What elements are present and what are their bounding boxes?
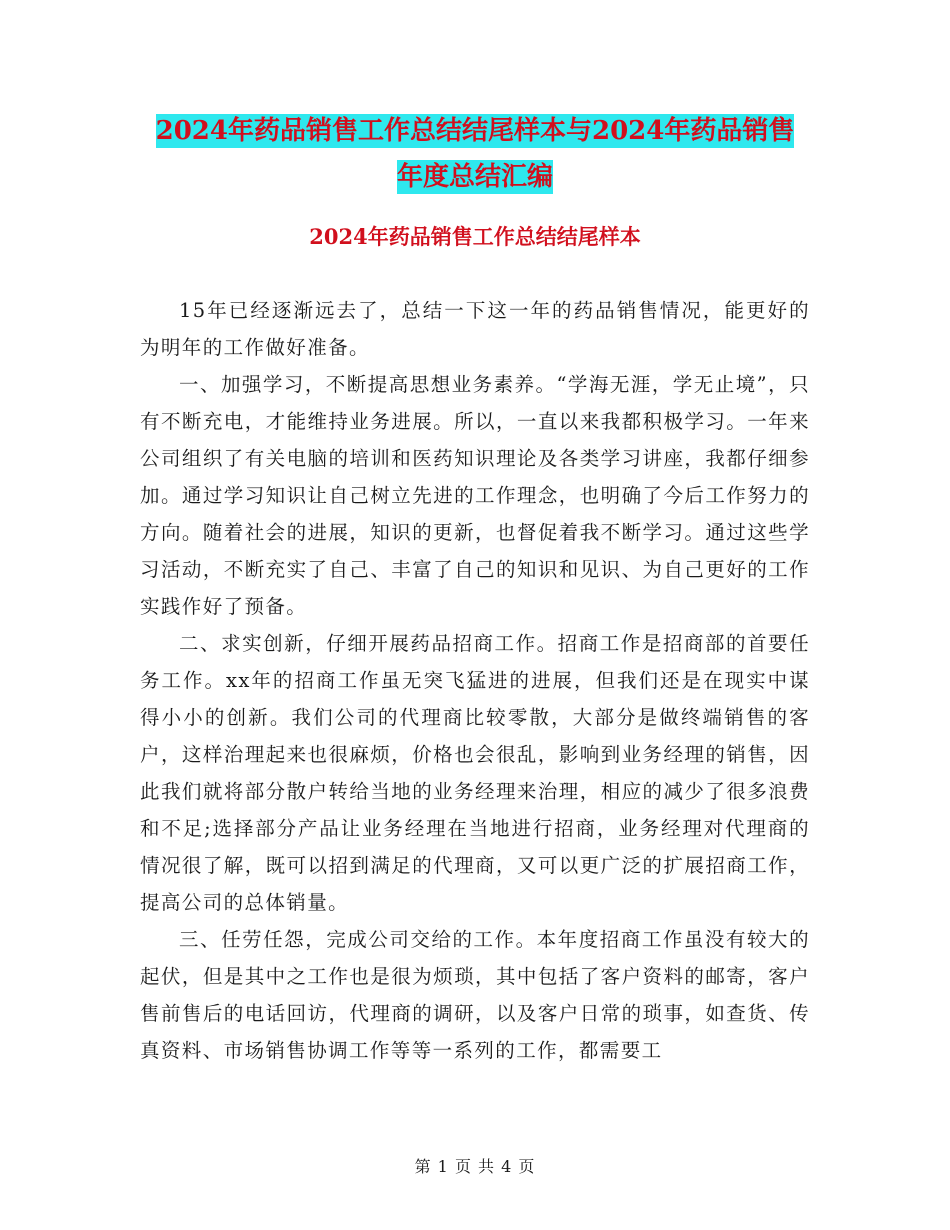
paragraph-investment: 二、求实创新，仔细开展药品招商工作。招商工作是招商部的首要任务工作。xx年的招商工作虽无突飞猛进的进展，但我们还是在现实中谋得小小的创新。我们公司的代理商比较零散，大部分是做终端销售的客户，这样治理起来也很麻烦，价格也会很乱，影响到业务经理的销售，因此我们就将部分散户转给当地的业务经理来治理，相应的减少了很多浪费和不足;选择部分产品让业务经理在当地进行招商，业务经理对代理商的情况很了解，既可以招到满足的代理商，又可以更广泛的扩展招商工作，提高公司的总体销量。 <box>140 632 810 914</box>
paragraph-learning: 一、加强学习，不断提高思想业务素养。“学海无涯，学无止境”，只有不断充电，才能维持业务进展。所以，一直以来我都积极学习。一年来公司组织了有关电脑的培训和医药知识理论及各类学习讲座，我都仔细参加。通过学习知识让自己树立先进的工作理念，也明确了今后工作努力的方向。随着社会的进展，知识的更新，也督促着我不断学习。通过这些学习活动，不断充实了自己、丰富了自己的知识和见识、为自己更好的工作实践作好了预备。 <box>140 373 810 618</box>
section-title: 2024年药品销售工作总结结尾样本 <box>309 224 641 249</box>
paragraph-intro: 15年已经逐渐远去了，总结一下这一年的药品销售情况，能更好的为明年的工作做好准备。 <box>140 299 810 359</box>
paragraph-duties: 三、任劳任怨，完成公司交给的工作。本年度招商工作虽没有较大的起伏，但是其中之工作也是很为烦琐，其中包括了客户资料的邮寄，客户售前售后的电话回访，代理商的调研，以及客户日常的琐事，如查货、传真资料、市场销售协调工作等等一系列的工作，都需要工 <box>140 928 810 1062</box>
page-number-footer: 第 1 页 共 4 页 <box>414 1157 536 1176</box>
document-title <box>140 108 810 200</box>
document-title-line-2: 年度总结汇编 <box>396 162 553 192</box>
document-title-line-1: 2024年药品销售工作总结结尾样本与2024年药品销售 <box>155 116 795 146</box>
document-body <box>140 292 810 1069</box>
